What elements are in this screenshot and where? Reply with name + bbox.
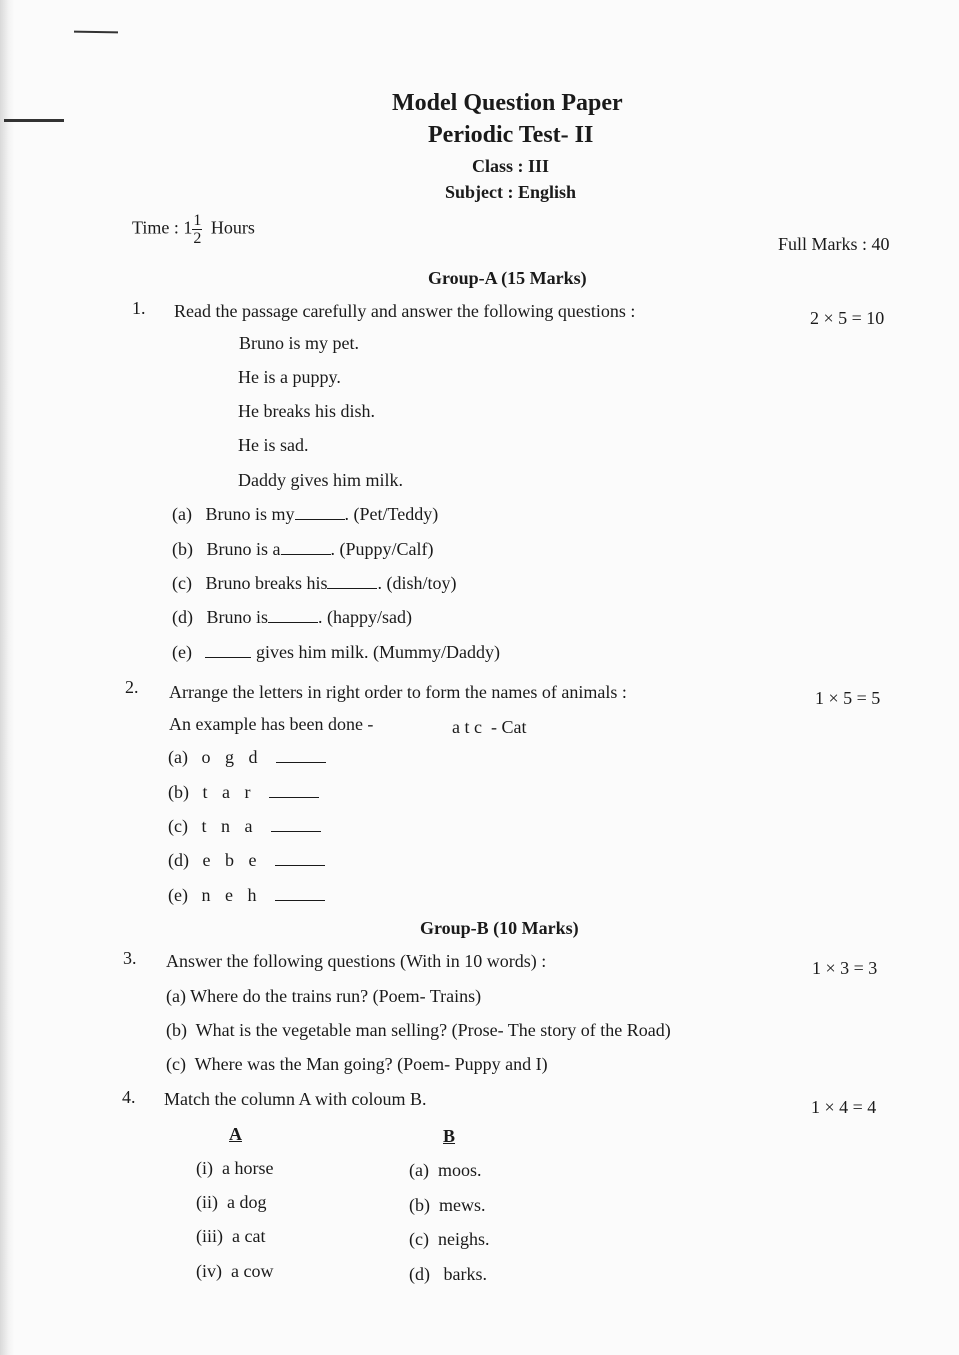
test-name: Periodic Test- II xyxy=(428,122,594,148)
scan-mark xyxy=(74,31,118,34)
fraction-denominator: 2 xyxy=(193,230,202,247)
fraction-numerator: 1 xyxy=(193,212,202,229)
passage-line: He breaks his dish. xyxy=(238,401,375,421)
q2-number: 2. xyxy=(125,677,139,697)
class-label: Class : III xyxy=(472,156,550,176)
item-options: . (happy/sad) xyxy=(318,607,412,627)
q2-item xyxy=(168,816,321,837)
item-text: Bruno breaks his xyxy=(205,573,328,593)
item-label: (c) xyxy=(168,816,188,836)
q3-number: 3. xyxy=(123,948,137,968)
column-b-item: (b) mews. xyxy=(409,1195,486,1215)
q1-item xyxy=(172,573,456,594)
item-text: Bruno is my xyxy=(205,504,295,524)
time-label xyxy=(132,212,255,247)
answer-blank xyxy=(269,797,319,798)
item-options: . (Pet/Teddy) xyxy=(344,504,439,524)
column-a-item: (iv) a cow xyxy=(196,1261,274,1281)
page-edge-shadow xyxy=(0,0,14,1355)
answer-blank xyxy=(271,831,321,832)
group-b-heading: Group-B (10 Marks) xyxy=(420,918,579,938)
q2-text: Arrange the letters in right order to form the names of animals : xyxy=(169,682,627,702)
item-label: (d) xyxy=(172,607,193,627)
answer-blank xyxy=(205,657,251,658)
item-label: (c) xyxy=(172,573,192,593)
item-label: (e) xyxy=(168,885,188,905)
q2-example-label: An example has been done - xyxy=(169,714,374,734)
jumbled-letters: e b e xyxy=(202,850,262,870)
passage-line: Daddy gives him milk. xyxy=(238,470,403,490)
column-b-header: B xyxy=(443,1126,456,1146)
q2-item xyxy=(168,747,326,768)
jumbled-letters: o g d xyxy=(201,747,263,767)
q2-example-value: a t c - Cat xyxy=(452,717,527,737)
q4-text: Match the column A with coloum B. xyxy=(164,1089,427,1109)
jumbled-letters: t n a xyxy=(201,816,258,836)
q3-text: Answer the following questions (With in 10 words) : xyxy=(166,951,547,971)
column-a-item: (ii) a dog xyxy=(196,1192,267,1212)
q1-item xyxy=(172,607,412,628)
answer-blank xyxy=(327,588,377,589)
q1-marks: 2 × 5 = 10 xyxy=(810,308,885,328)
column-b-item: (d) barks. xyxy=(409,1264,487,1284)
q3-marks: 1 × 3 = 3 xyxy=(812,958,878,978)
column-b-item: (c) neighs. xyxy=(409,1229,490,1249)
time-unit: Hours xyxy=(210,217,255,238)
item-options: . (Puppy/Calf) xyxy=(330,539,434,559)
item-text: Bruno is xyxy=(206,607,269,627)
q1-number: 1. xyxy=(132,298,146,318)
q4-number: 4. xyxy=(122,1087,136,1107)
q4-marks: 1 × 4 = 4 xyxy=(811,1097,877,1117)
q1-item xyxy=(172,642,500,663)
q2-item xyxy=(168,782,319,803)
item-options: gives him milk. (Mummy/Daddy) xyxy=(255,642,500,662)
item-label: (a) xyxy=(168,747,188,767)
q2-item xyxy=(168,850,325,871)
item-label: (a) xyxy=(172,504,192,524)
column-a-item: (i) a horse xyxy=(196,1158,274,1178)
q1-item xyxy=(172,539,434,560)
item-options: . (dish/toy) xyxy=(377,573,457,593)
column-a-item: (iii) a cat xyxy=(196,1226,266,1246)
answer-blank xyxy=(276,762,326,763)
answer-blank xyxy=(275,865,325,866)
passage-line: He is sad. xyxy=(238,435,309,455)
item-label: (b) xyxy=(172,539,193,559)
passage-line: Bruno is my pet. xyxy=(239,333,359,353)
answer-blank xyxy=(275,900,325,901)
answer-blank xyxy=(268,622,318,623)
q1-text: Read the passage carefully and answer the following questions : xyxy=(174,301,636,321)
paper-title: Model Question Paper xyxy=(392,90,623,116)
passage-line: He is a puppy. xyxy=(238,367,341,387)
q1-item xyxy=(172,504,438,525)
scan-mark xyxy=(4,119,64,122)
item-text: Bruno is a xyxy=(206,539,281,559)
time-whole: Time : 1 xyxy=(132,217,193,238)
jumbled-letters: t a r xyxy=(202,782,256,802)
time-fraction xyxy=(192,212,202,247)
subject-label: Subject : English xyxy=(445,182,577,202)
item-label: (e) xyxy=(172,642,192,662)
column-a-header: A xyxy=(229,1124,242,1144)
q3-item: (a) Where do the trains run? (Poem- Trains) xyxy=(166,986,482,1006)
full-marks: Full Marks : 40 xyxy=(778,234,890,254)
item-label: (b) xyxy=(168,782,189,802)
q2-item xyxy=(168,885,325,906)
column-b-item: (a) moos. xyxy=(409,1160,482,1180)
answer-blank xyxy=(281,554,331,555)
q2-marks: 1 × 5 = 5 xyxy=(815,688,881,708)
jumbled-letters: n e h xyxy=(201,885,262,905)
group-a-heading: Group-A (15 Marks) xyxy=(428,268,587,288)
item-label: (d) xyxy=(168,850,189,870)
answer-blank xyxy=(295,519,345,520)
q3-item: (b) What is the vegetable man selling? (Prose- The story of the Road) xyxy=(166,1020,671,1040)
q3-item: (c) Where was the Man going? (Poem- Puppy and I) xyxy=(166,1054,548,1074)
